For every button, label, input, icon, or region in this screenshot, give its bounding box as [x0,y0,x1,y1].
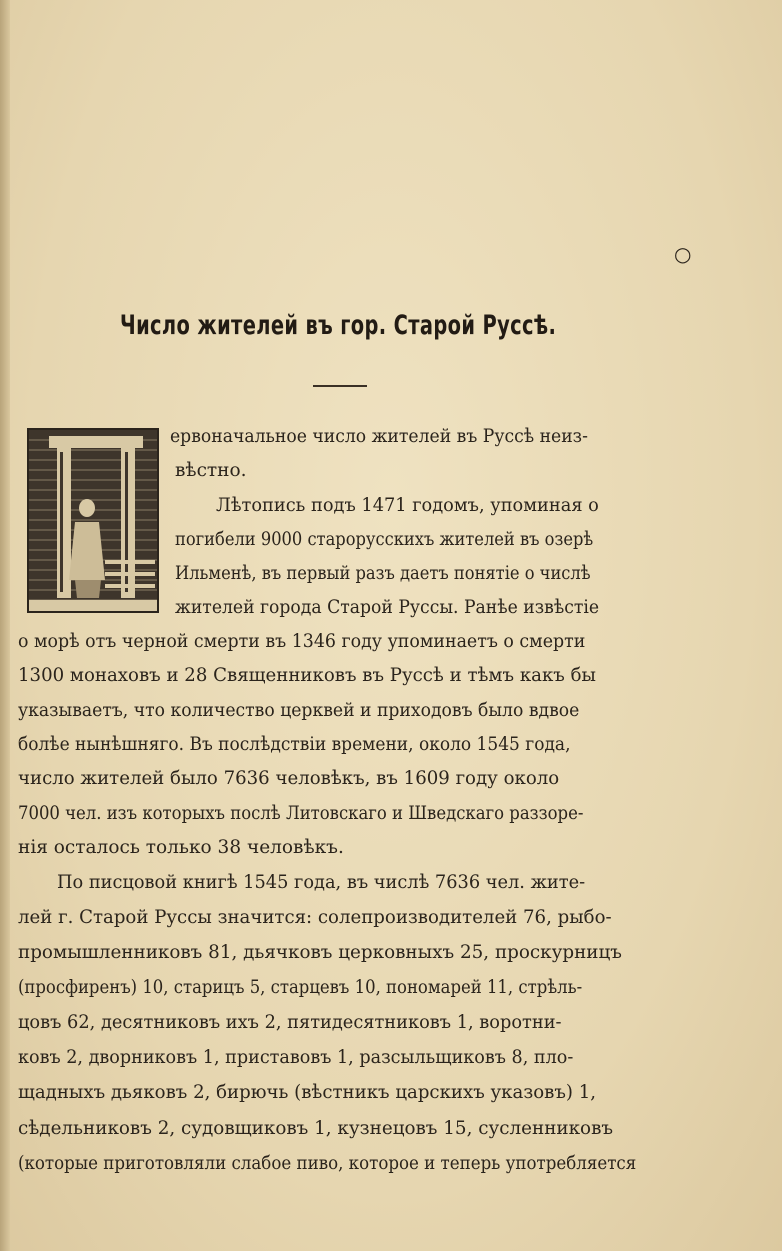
text-line: вѣстно. [175,460,247,481]
text-line: сѣдельниковъ 2, судовщиковъ 1, кузнецовъ 15, сусленниковъ [18,1118,614,1139]
text-line: болѣе нынѣшняго. Въ послѣдствіи времени, около 1545 года, [18,734,571,755]
text-line: погибели 9000 старорусскихъ жителей въ озерѣ [175,529,594,550]
text-line: число жителей было 7636 человѣкъ, въ 1609 году около [18,768,560,789]
text-line: промышленниковъ 81, дьячковъ церковныхъ 25, проскурницъ [18,942,622,963]
page-spine-shadow [0,0,10,1251]
text-line: жителей города Старой Руссы. Ранѣе извѣстіе [175,597,600,618]
text-line: ковъ 2, дворниковъ 1, приставовъ 1, разсыльщиковъ 8, пло- [18,1047,574,1068]
text-line: нія осталось только 38 человѣкъ. [18,837,344,858]
decorative-initial-letter [27,428,159,613]
text-line: Лѣтопись подъ 1471 годомъ, упоминая о [216,495,599,516]
text-line: 7000 чел. изъ которыхъ послѣ Литовскаго и Шведскаго раззоре- [18,803,584,824]
text-line: ервоначальное число жителей въ Руссѣ неиз- [170,426,588,447]
initial-p-illustration-icon [29,430,157,611]
title-divider [313,385,367,387]
text-line: щадныхъ дьяковъ 2, бирючь (вѣстникъ царскихъ указовъ) 1, [18,1082,597,1103]
text-line: 1300 монаховъ и 28 Священниковъ въ Руссѣ и тѣмъ какъ бы [18,665,596,686]
text-line: (которые приготовляли слабое пиво, которое и теперь употребляется [18,1153,637,1174]
chapter-title: Число жителей въ гор. Старой Руссѣ. [120,310,557,341]
text-line: По писцовой книгѣ 1545 года, въ числѣ 7636 чел. жите- [57,872,586,893]
text-line: о морѣ отъ черной смерти въ 1346 году упоминаетъ о смерти [18,631,586,652]
text-line: указываетъ, что количество церквей и приходовъ было вдвое [18,700,580,721]
text-line: (просфиренъ) 10, старицъ 5, старцевъ 10, пономарей 11, стрѣль- [18,977,583,998]
text-line: лей г. Старой Руссы значится: солепроизводителей 76, рыбо- [18,907,612,928]
text-line: Ильменѣ, въ первый разъ даетъ понятіе о числѣ [175,563,591,584]
page-number: ○ [674,242,692,266]
text-line: цовъ 62, десятниковъ ихъ 2, пятидесятниковъ 1, воротни- [18,1012,562,1033]
